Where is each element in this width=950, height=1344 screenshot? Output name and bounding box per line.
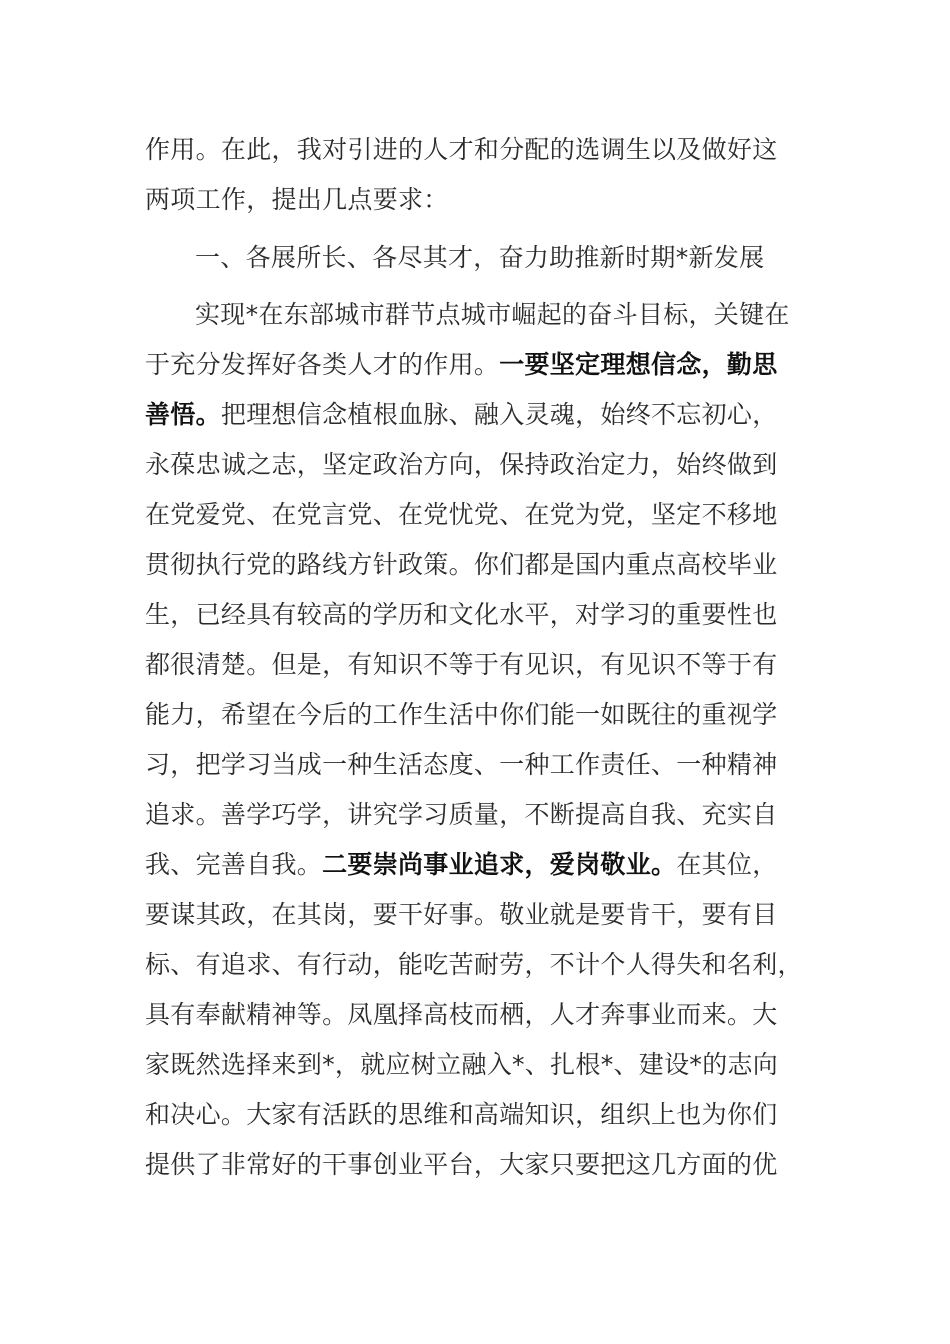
text-line	[145, 125, 778, 175]
text-run: 提供了非常好的干事创业平台，大家只要把这几方面的优	[145, 1150, 778, 1179]
bold-text-run: 善悟。	[145, 400, 221, 429]
text-run: 能力，希望在今后的工作生活中你们能一如既往的重视学	[145, 700, 778, 729]
text-line	[145, 440, 778, 490]
text-run: 生，已经具有较高的学历和文化水平，对学习的重要性也	[145, 600, 778, 629]
text-line	[145, 990, 778, 1040]
text-line	[145, 340, 778, 390]
bold-text-run: 一要坚定理想信念，勤思	[499, 350, 778, 379]
text-run: 家既然选择来到*，就应树立融入*、扎根*、建设*的志向	[145, 1050, 779, 1079]
text-line	[145, 1090, 778, 1140]
text-line	[145, 940, 803, 990]
text-line	[145, 590, 778, 640]
text-line	[145, 390, 778, 440]
text-line	[145, 640, 778, 690]
text-line	[195, 290, 790, 340]
text-line	[145, 740, 778, 790]
text-run: 我、完善自我。	[145, 850, 323, 879]
text-line	[145, 1140, 778, 1190]
text-line	[145, 490, 778, 540]
text-run: 追求。善学巧学，讲究学习质量，不断提高自我、充实自	[145, 800, 778, 829]
text-run: 习，把学习当成一种生活态度、一种工作责任、一种精神	[145, 750, 778, 779]
text-run: 在其位，	[676, 850, 778, 879]
text-run: 标、有追求、有行动，能吃苦耐劳，不计个人得失和名利，	[145, 950, 803, 979]
text-line	[145, 890, 778, 940]
text-run: 把理想信念植根血脉、融入灵魂，始终不忘初心，	[220, 400, 778, 429]
text-run: 两项工作，提出几点要求：	[145, 185, 449, 214]
text-line	[145, 540, 778, 590]
text-run: 永葆忠诚之志，坚定政治方向，保持政治定力，始终做到	[145, 450, 778, 479]
text-line	[145, 840, 778, 890]
text-run: 要谋其政，在其岗，要干好事。敬业就是要肯干，要有目	[145, 900, 778, 929]
text-run: 在党爱党、在党言党、在党忧党、在党为党，坚定不移地	[145, 500, 778, 529]
text-run: 一、各展所长、各尽其才，奋力助推新时期*新发展	[195, 243, 765, 272]
text-run: 实现*在东部城市群节点城市崛起的奋斗目标，关键在	[195, 300, 790, 329]
text-line	[145, 175, 449, 225]
text-run: 具有奉献精神等。凤凰择高枝而栖，人才奔事业而来。大	[145, 1000, 778, 1029]
text-line	[145, 1040, 778, 1090]
section-heading	[195, 233, 764, 283]
text-run: 都很清楚。但是，有知识不等于有见识，有见识不等于有	[145, 650, 778, 679]
text-run: 作用。在此，我对引进的人才和分配的选调生以及做好这	[145, 135, 778, 164]
text-run: 于充分发挥好各类人才的作用。	[145, 350, 500, 379]
text-line	[145, 790, 778, 840]
bold-text-run: 二要崇尚事业追求，爱岗敬业。	[322, 850, 677, 879]
text-line	[145, 690, 778, 740]
text-run: 贯彻执行党的路线方针政策。你们都是国内重点高校毕业	[145, 550, 778, 579]
text-run: 和决心。大家有活跃的思维和高端知识，组织上也为你们	[145, 1100, 778, 1129]
